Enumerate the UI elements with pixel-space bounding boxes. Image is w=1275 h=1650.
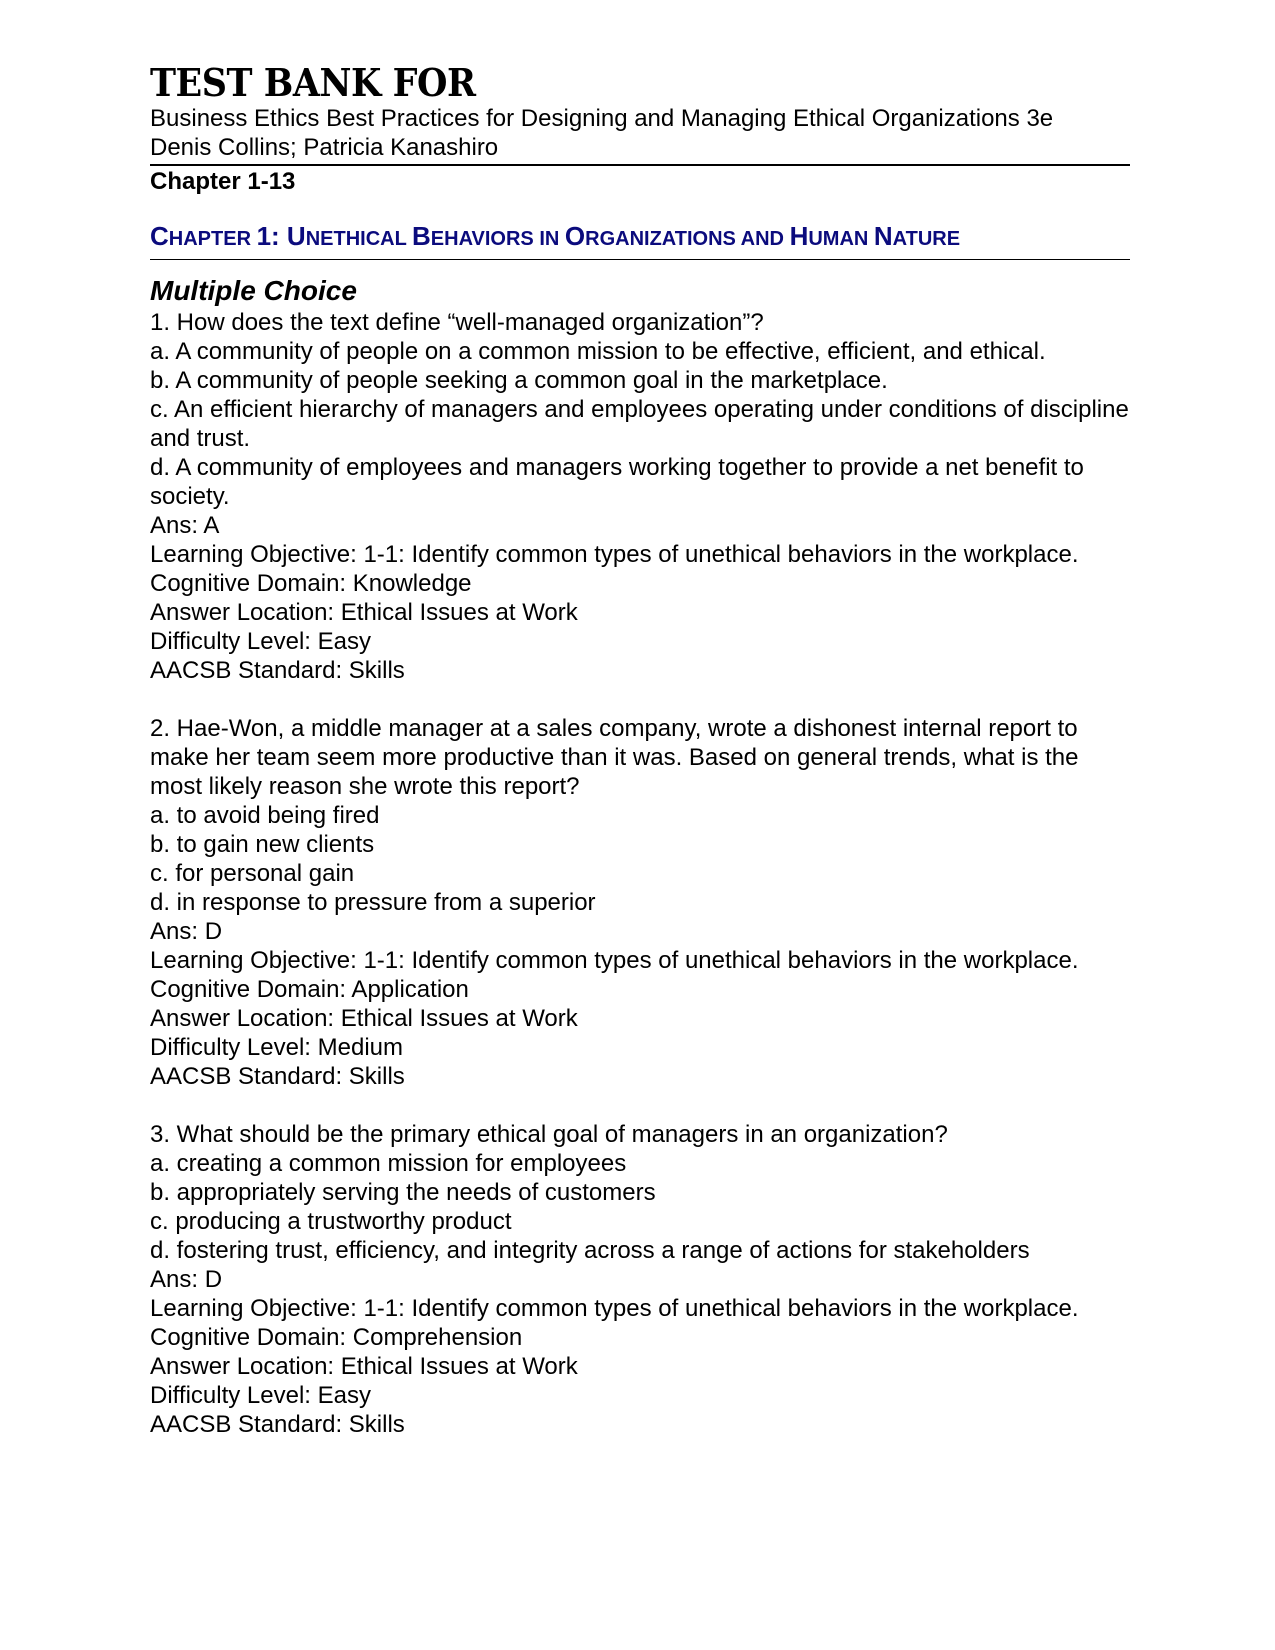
learning-objective: Learning Objective: 1-1: Identify common types of unethical behaviors in the workplace. [150, 541, 1079, 568]
answer-option: b. A community of people seeking a common goal in the marketplace. [150, 367, 888, 394]
question-stem: 2. Hae-Won, a middle manager at a sales company, wrote a dishonest internal report to make her team seem more productive than it was. Based on general trends, what is the most likely reason she wrote this report? [150, 715, 1079, 800]
answer-key: Ans: D [150, 1266, 223, 1293]
answer-option: c. An efficient hierarchy of managers and employees operating under conditions of discipline and trust. [150, 396, 1129, 452]
answer-option: d. fostering trust, efficiency, and integrity across a range of actions for stakeholders [150, 1237, 1030, 1264]
answer-option: a. to avoid being fired [150, 802, 380, 829]
chapter-range: Chapter 1-13 [150, 168, 296, 195]
chapter-heading-part: C [150, 221, 169, 251]
chapter-heading-part: O [564, 221, 586, 251]
question-1 [150, 308, 1130, 685]
book-title: Business Ethics Best Practices for Designing and Managing Ethical Organizations 3e [150, 105, 1054, 132]
chapter-heading-part: NETHICAL [305, 228, 413, 250]
chapter-heading [150, 218, 1130, 260]
learning-objective: Learning Objective: 1-1: Identify common types of unethical behaviors in the workplace. [150, 1295, 1079, 1322]
authors: Denis Collins; Patricia Kanashiro [150, 134, 499, 161]
chapter-heading-part: UMAN [808, 228, 874, 250]
answer-option: c. for personal gain [150, 860, 355, 887]
aacsb-standard: AACSB Standard: Skills [150, 657, 405, 684]
chapter-heading-part: B [412, 221, 431, 251]
cognitive-domain: Cognitive Domain: Application [150, 976, 469, 1003]
difficulty-level: Difficulty Level: Medium [150, 1034, 403, 1061]
answer-option: b. appropriately serving the needs of customers [150, 1179, 656, 1206]
section-title: Multiple Choice [150, 275, 357, 306]
chapter-heading-part: ATURE [892, 228, 961, 250]
chapter-heading-part: RGANIZATIONS AND [585, 228, 790, 250]
chapter-heading-part: H [789, 221, 809, 251]
aacsb-standard: AACSB Standard: Skills [150, 1411, 405, 1438]
answer-option: d. in response to pressure from a superior [150, 889, 596, 916]
answer-location: Answer Location: Ethical Issues at Work [150, 1353, 578, 1380]
difficulty-level: Difficulty Level: Easy [150, 628, 371, 655]
banner-title: TEST BANK FOR [150, 60, 476, 105]
question-stem: 3. What should be the primary ethical goal of managers in an organization? [150, 1121, 948, 1148]
document-page [150, 62, 1130, 1468]
question-3 [150, 1120, 1130, 1439]
chapter-heading-part: HAPTER [168, 228, 257, 250]
chapter-heading-part: N [873, 221, 893, 251]
answer-option: a. creating a common mission for employees [150, 1150, 627, 1177]
answer-key: Ans: A [150, 512, 220, 539]
chapter-heading-part: 1: U [256, 221, 306, 251]
answer-option: d. A community of employees and managers working together to provide a net benefit to society. [150, 454, 1084, 510]
chapter-heading-part: EHAVIORS IN [430, 228, 565, 250]
answer-key: Ans: D [150, 918, 223, 945]
answer-location: Answer Location: Ethical Issues at Work [150, 599, 578, 626]
answer-option: c. producing a trustworthy product [150, 1208, 512, 1235]
answer-option: b. to gain new clients [150, 831, 375, 858]
answer-option: a. A community of people on a common mission to be effective, efficient, and ethical. [150, 338, 1046, 365]
learning-objective: Learning Objective: 1-1: Identify common types of unethical behaviors in the workplace. [150, 947, 1079, 974]
difficulty-level: Difficulty Level: Easy [150, 1382, 371, 1409]
answer-location: Answer Location: Ethical Issues at Work [150, 1005, 578, 1032]
cognitive-domain: Cognitive Domain: Comprehension [150, 1324, 523, 1351]
question-2 [150, 714, 1130, 1091]
question-stem: 1. How does the text define “well-managed organization”? [150, 309, 764, 336]
cognitive-domain: Cognitive Domain: Knowledge [150, 570, 472, 597]
aacsb-standard: AACSB Standard: Skills [150, 1063, 405, 1090]
